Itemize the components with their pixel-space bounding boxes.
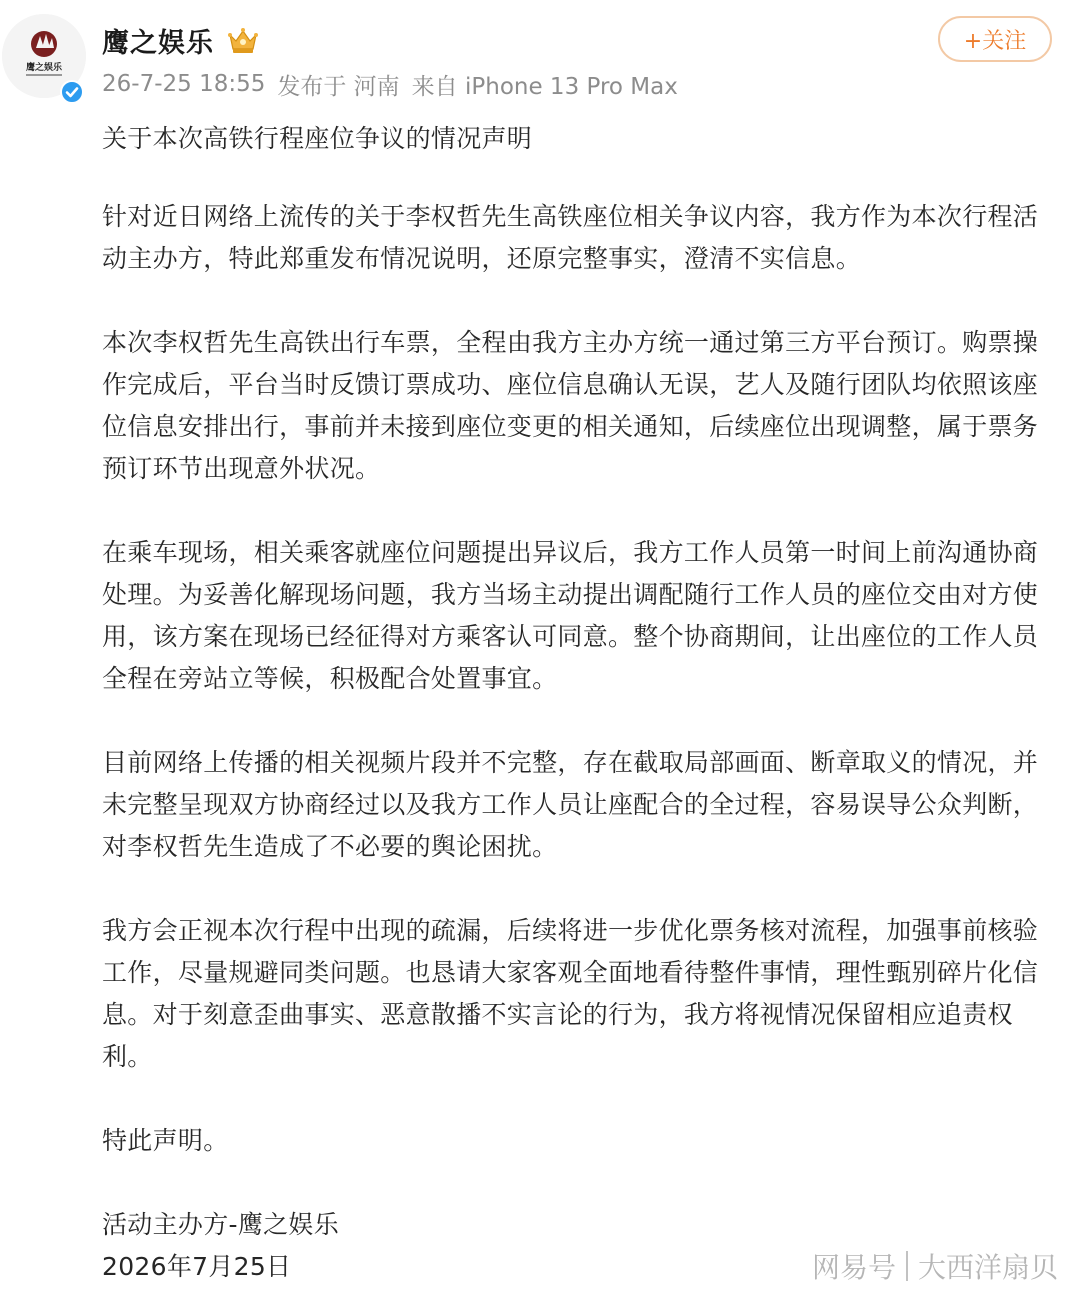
- signature-organizer: 活动主办方-鹰之娱乐: [102, 1210, 340, 1239]
- verified-icon: [60, 80, 84, 104]
- author-row: [102, 18, 260, 62]
- post-date: 26-7-25 18:55: [102, 71, 266, 97]
- watermark-divider: [906, 1251, 908, 1281]
- watermark: [812, 1246, 1058, 1286]
- paragraph-2: 本次李权哲先生高铁出行车票，全程由我方主办方统一通过第三方平台预订。购票操作完成后，平台当时反馈订票成功、座位信息确认无误，艺人及随行团队均依照该座位信息安排出行，事前并未接到座位变更的相关通知，后续座位出现调整，属于票务预订环节出现意外状况。: [102, 328, 1039, 483]
- crown-rank-icon: [226, 25, 260, 55]
- post-device: 来自 iPhone 13 Pro Max: [411, 73, 678, 100]
- paragraph-3: 在乘车现场，相关乘客就座位问题提出异议后，我方工作人员第一时间上前沟通协商处理。为妥善化解现场问题，我方当场主动提出调配随行工作人员的座位交由对方使用，该方案在现场已经征得对方乘客认可同意。整个协商期间，让出座位的工作人员全程在旁站立等候，积极配合处置事宜。: [102, 538, 1039, 693]
- avatar-label: 鹰之娱乐: [25, 63, 63, 73]
- follow-button[interactable]: +关注: [938, 16, 1052, 62]
- paragraph-4: 目前网络上传播的相关视频片段并不完整，存在截取局部画面、断章取义的情况，并未完整呈现双方协商经过以及我方工作人员让座配合的全过程，容易误导公众判断，对李权哲先生造成了不必要的舆论困扰。: [102, 748, 1039, 861]
- watermark-brand: 网易号: [811, 1251, 896, 1284]
- signature-date: 2026年7月25日: [102, 1252, 292, 1281]
- post-title: 关于本次高铁行程座位争议的情况声明: [102, 124, 533, 153]
- post-meta: [102, 66, 678, 102]
- post-header: [0, 0, 1080, 110]
- watermark-account: 大西洋扇贝: [917, 1251, 1058, 1284]
- author-name[interactable]: 鹰之娱乐: [102, 27, 214, 59]
- paragraph-1: 针对近日网络上流传的关于李权哲先生高铁座位相关争议内容，我方作为本次行程活动主办方，特此郑重发布情况说明，还原完整事实，澄清不实信息。: [102, 202, 1039, 273]
- closing-statement: 特此声明。: [102, 1126, 229, 1155]
- post-location: 发布于 河南: [277, 73, 400, 100]
- paragraph-5: 我方会正视本次行程中出现的疏漏，后续将进一步优化票务核对流程，加强事前核验工作，尽量规避同类问题。也恳请大家客观全面地看待整件事情，理性甄别碎片化信息。对于刻意歪曲事实、恶意散播不实言论的行为，我方将视情况保留相应追责权利。: [102, 916, 1039, 1071]
